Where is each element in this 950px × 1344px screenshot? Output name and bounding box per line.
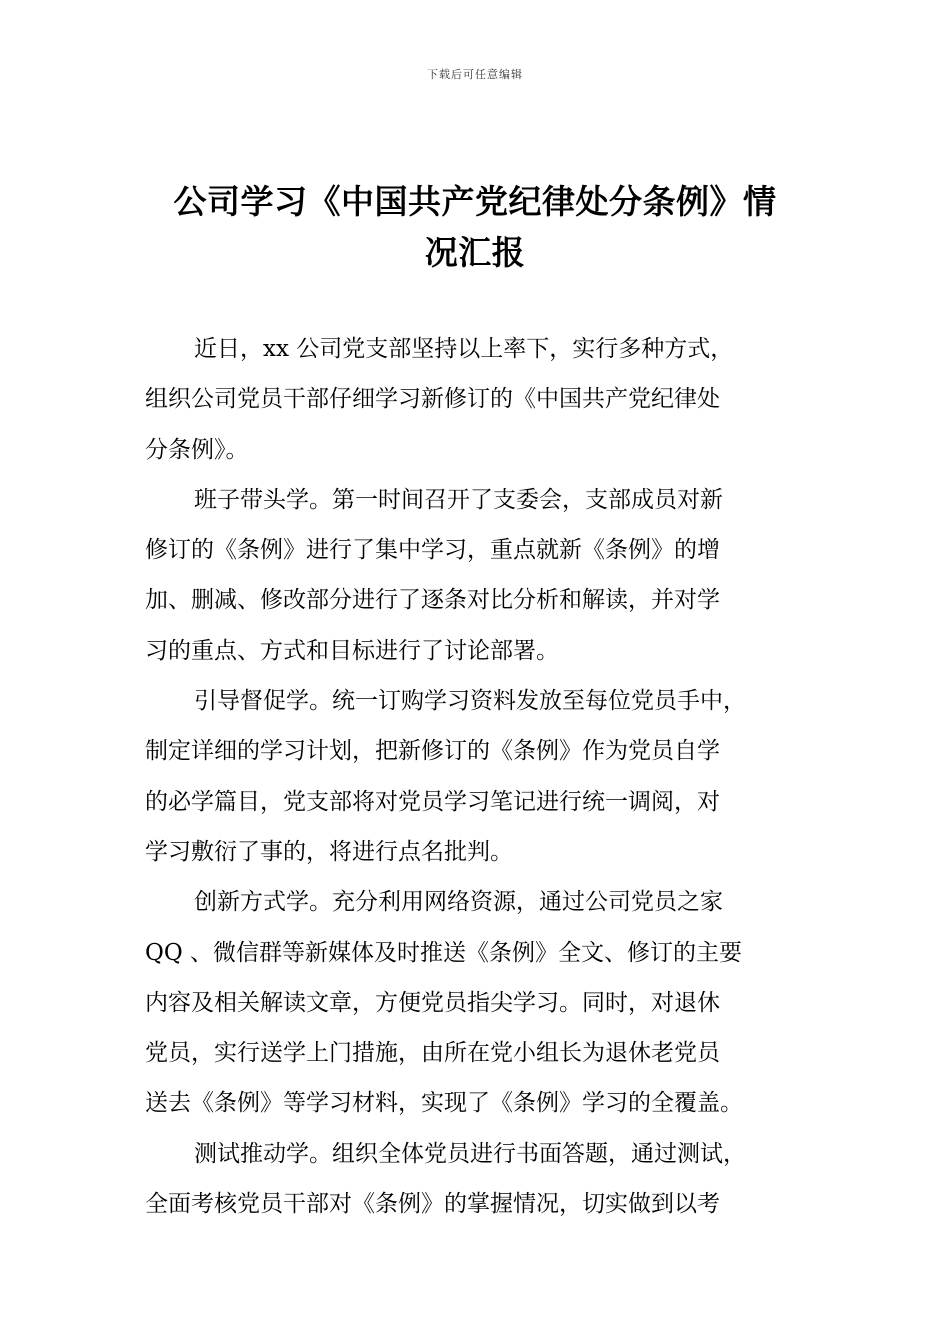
- paragraph-line: 组织公司党员干部仔细学习新修订的《中国共产党纪律处: [145, 386, 720, 413]
- paragraph-line: 党员，实行送学上门措施，由所在党小组长为退休老党员: [145, 1040, 720, 1067]
- paragraph-line: 送去《条例》等学习材料，实现了《条例》学习的全覆盖。: [145, 1090, 743, 1117]
- paragraph: [145, 475, 825, 676]
- paragraph: [145, 676, 825, 877]
- paragraph-line: 全面考核党员干部对《条例》的掌握情况，切实做到以考: [145, 1191, 720, 1218]
- paragraph: [145, 1129, 825, 1230]
- paragraph-line: 学习敷衍了事的，将进行点名批判。: [145, 838, 513, 865]
- paragraph-line: 加、删减、修改部分进行了逐条对比分析和解读，并对学: [145, 587, 720, 614]
- document-body: [145, 324, 825, 1229]
- paragraph-line: QQ 、微信群等新媒体及时推送《条例》全文、修订的主要: [145, 939, 743, 966]
- paragraph-line: 班子带头学。第一时间召开了支委会，支部成员对新: [194, 486, 723, 513]
- header-note: 下载后可任意编辑: [427, 68, 523, 81]
- paragraph-line: 测试推动学。组织全体党员进行书面答题，通过测试，: [194, 1140, 746, 1167]
- paragraph-line: 的必学篇目，党支部将对党员学习笔记进行统一调阅，对: [145, 788, 720, 815]
- paragraph-line: 创新方式学。充分利用网络资源，通过公司党员之家: [194, 889, 723, 916]
- paragraph: [145, 324, 825, 475]
- title-line: 况汇报: [424, 233, 526, 272]
- paragraph: [145, 877, 825, 1128]
- document-title: [140, 176, 810, 278]
- paragraph-line: 习的重点、方式和目标进行了讨论部署。: [145, 637, 559, 664]
- title-line: 公司学习《中国共产党纪律处分条例》情: [173, 182, 777, 221]
- paragraph-line: 分条例》。: [145, 436, 249, 463]
- paragraph-line: 内容及相关解读文章，方便党员指尖学习。同时，对退休: [145, 989, 720, 1016]
- paragraph-line: 制定详细的学习计划，把新修订的《条例》作为党员自学: [145, 738, 720, 765]
- paragraph-line: 引导督促学。统一订购学习资料发放至每位党员手中，: [194, 688, 746, 715]
- paragraph-line: 修订的《条例》进行了集中学习，重点就新《条例》的增: [145, 537, 720, 564]
- paragraph-line: 近日，xx 公司党支部坚持以上率下，实行多种方式，: [194, 336, 734, 362]
